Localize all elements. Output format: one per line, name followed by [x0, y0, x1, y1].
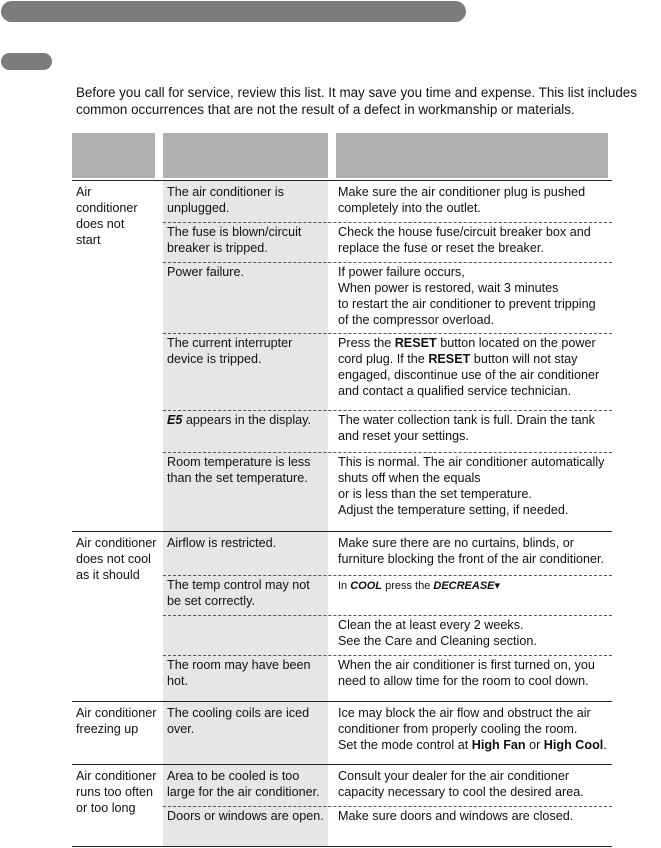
solution-text: When the air conditioner is first turned on, you need to allow time for the room to cool down. — [338, 658, 595, 688]
cause-text: The current interrupter device is tripped. — [167, 336, 293, 366]
solution-text: Ice may block the air flow and obstruct the air conditioner from properly cooling the room. Set the mode control at High Fan or High Cool. — [338, 706, 607, 752]
row-divider — [163, 410, 612, 411]
section-title-bar — [1, 1, 466, 22]
solution-text: The water collection tank is full. Drain the tank and reset your settings. — [338, 413, 595, 443]
problem-text: Air conditioner does not start — [76, 185, 138, 247]
group-divider — [72, 701, 612, 702]
problem-text: Air conditioner does not cool as it should — [76, 536, 157, 582]
cause-text: Airflow is restricted. — [167, 536, 277, 550]
cause-text: The room may have been hot. — [167, 658, 311, 688]
solution-text: Press the RESET button located on the power cord plug. If the RESET button will not stay engaged, discontinue use of the air conditioner and contact a qualified service technician. — [338, 336, 600, 398]
group-divider — [72, 531, 612, 532]
row-divider — [163, 615, 612, 616]
solution-text: Make sure doors and windows are closed. — [338, 809, 574, 823]
row-divider — [163, 575, 612, 576]
solution-text: Clean the at least every 2 weeks. See the Care and Cleaning section. — [338, 618, 537, 648]
row-divider — [163, 262, 612, 263]
row-divider — [163, 452, 612, 453]
solution-text: Check the house fuse/circuit breaker box and replace the fuse or reset the breaker. — [338, 225, 591, 255]
group-divider — [72, 764, 612, 765]
intro-text: Before you call for service, review this list. It may save you time and expense. This list includes common occurrences that are not the result of a defect in workmanship or materials. — [76, 85, 637, 117]
table-bottom-line — [72, 846, 612, 847]
solution-text: This is normal. The air conditioner automatically shuts off when the equals or is less than the set temperature. Adjust the temperature setting, if needed. — [338, 455, 605, 517]
cause-text: Area to be cooled is too large for the air conditioner. — [167, 769, 320, 799]
solution-text: Make sure there are no curtains, blinds, or furniture blocking the front of the air conditioner. — [338, 536, 605, 566]
cause-text: Doors or windows are open. — [167, 809, 324, 823]
row-divider — [163, 655, 612, 656]
problem-text: Air conditioner runs too often or too long — [76, 769, 157, 815]
row-divider — [163, 806, 612, 807]
solution-text: If power failure occurs, When power is restored, wait 3 minutes to restart the air conditioner to prevent tripping of the compressor overload. — [338, 265, 596, 327]
header-cause — [163, 133, 328, 178]
section-tab — [1, 53, 52, 70]
cause-text: The temp control may not be set correctly. — [167, 578, 310, 608]
row-divider — [163, 333, 612, 334]
cause-text: Power failure. — [167, 265, 244, 279]
cause-text: E5 appears in the display. — [167, 413, 311, 427]
header-problem — [72, 133, 155, 178]
cause-text: The fuse is blown/circuit breaker is tripped. — [167, 225, 302, 255]
solution-text: Make sure the air conditioner plug is pushed completely into the outlet. — [338, 185, 586, 215]
solution-text: In COOL press the DECREASE▾ — [338, 580, 501, 592]
solution-text: Consult your dealer for the air conditioner capacity necessary to cool the desired area. — [338, 769, 584, 799]
cause-text: The air conditioner is unplugged. — [167, 185, 284, 215]
cause-text: Room temperature is less than the set temperature. — [167, 455, 311, 485]
header-solution — [336, 133, 608, 178]
group-divider — [72, 180, 612, 181]
row-divider — [163, 222, 612, 223]
cause-column-background — [163, 180, 328, 847]
problem-text: Air conditioner freezing up — [76, 706, 157, 736]
cause-text: The cooling coils are iced over. — [167, 706, 310, 736]
